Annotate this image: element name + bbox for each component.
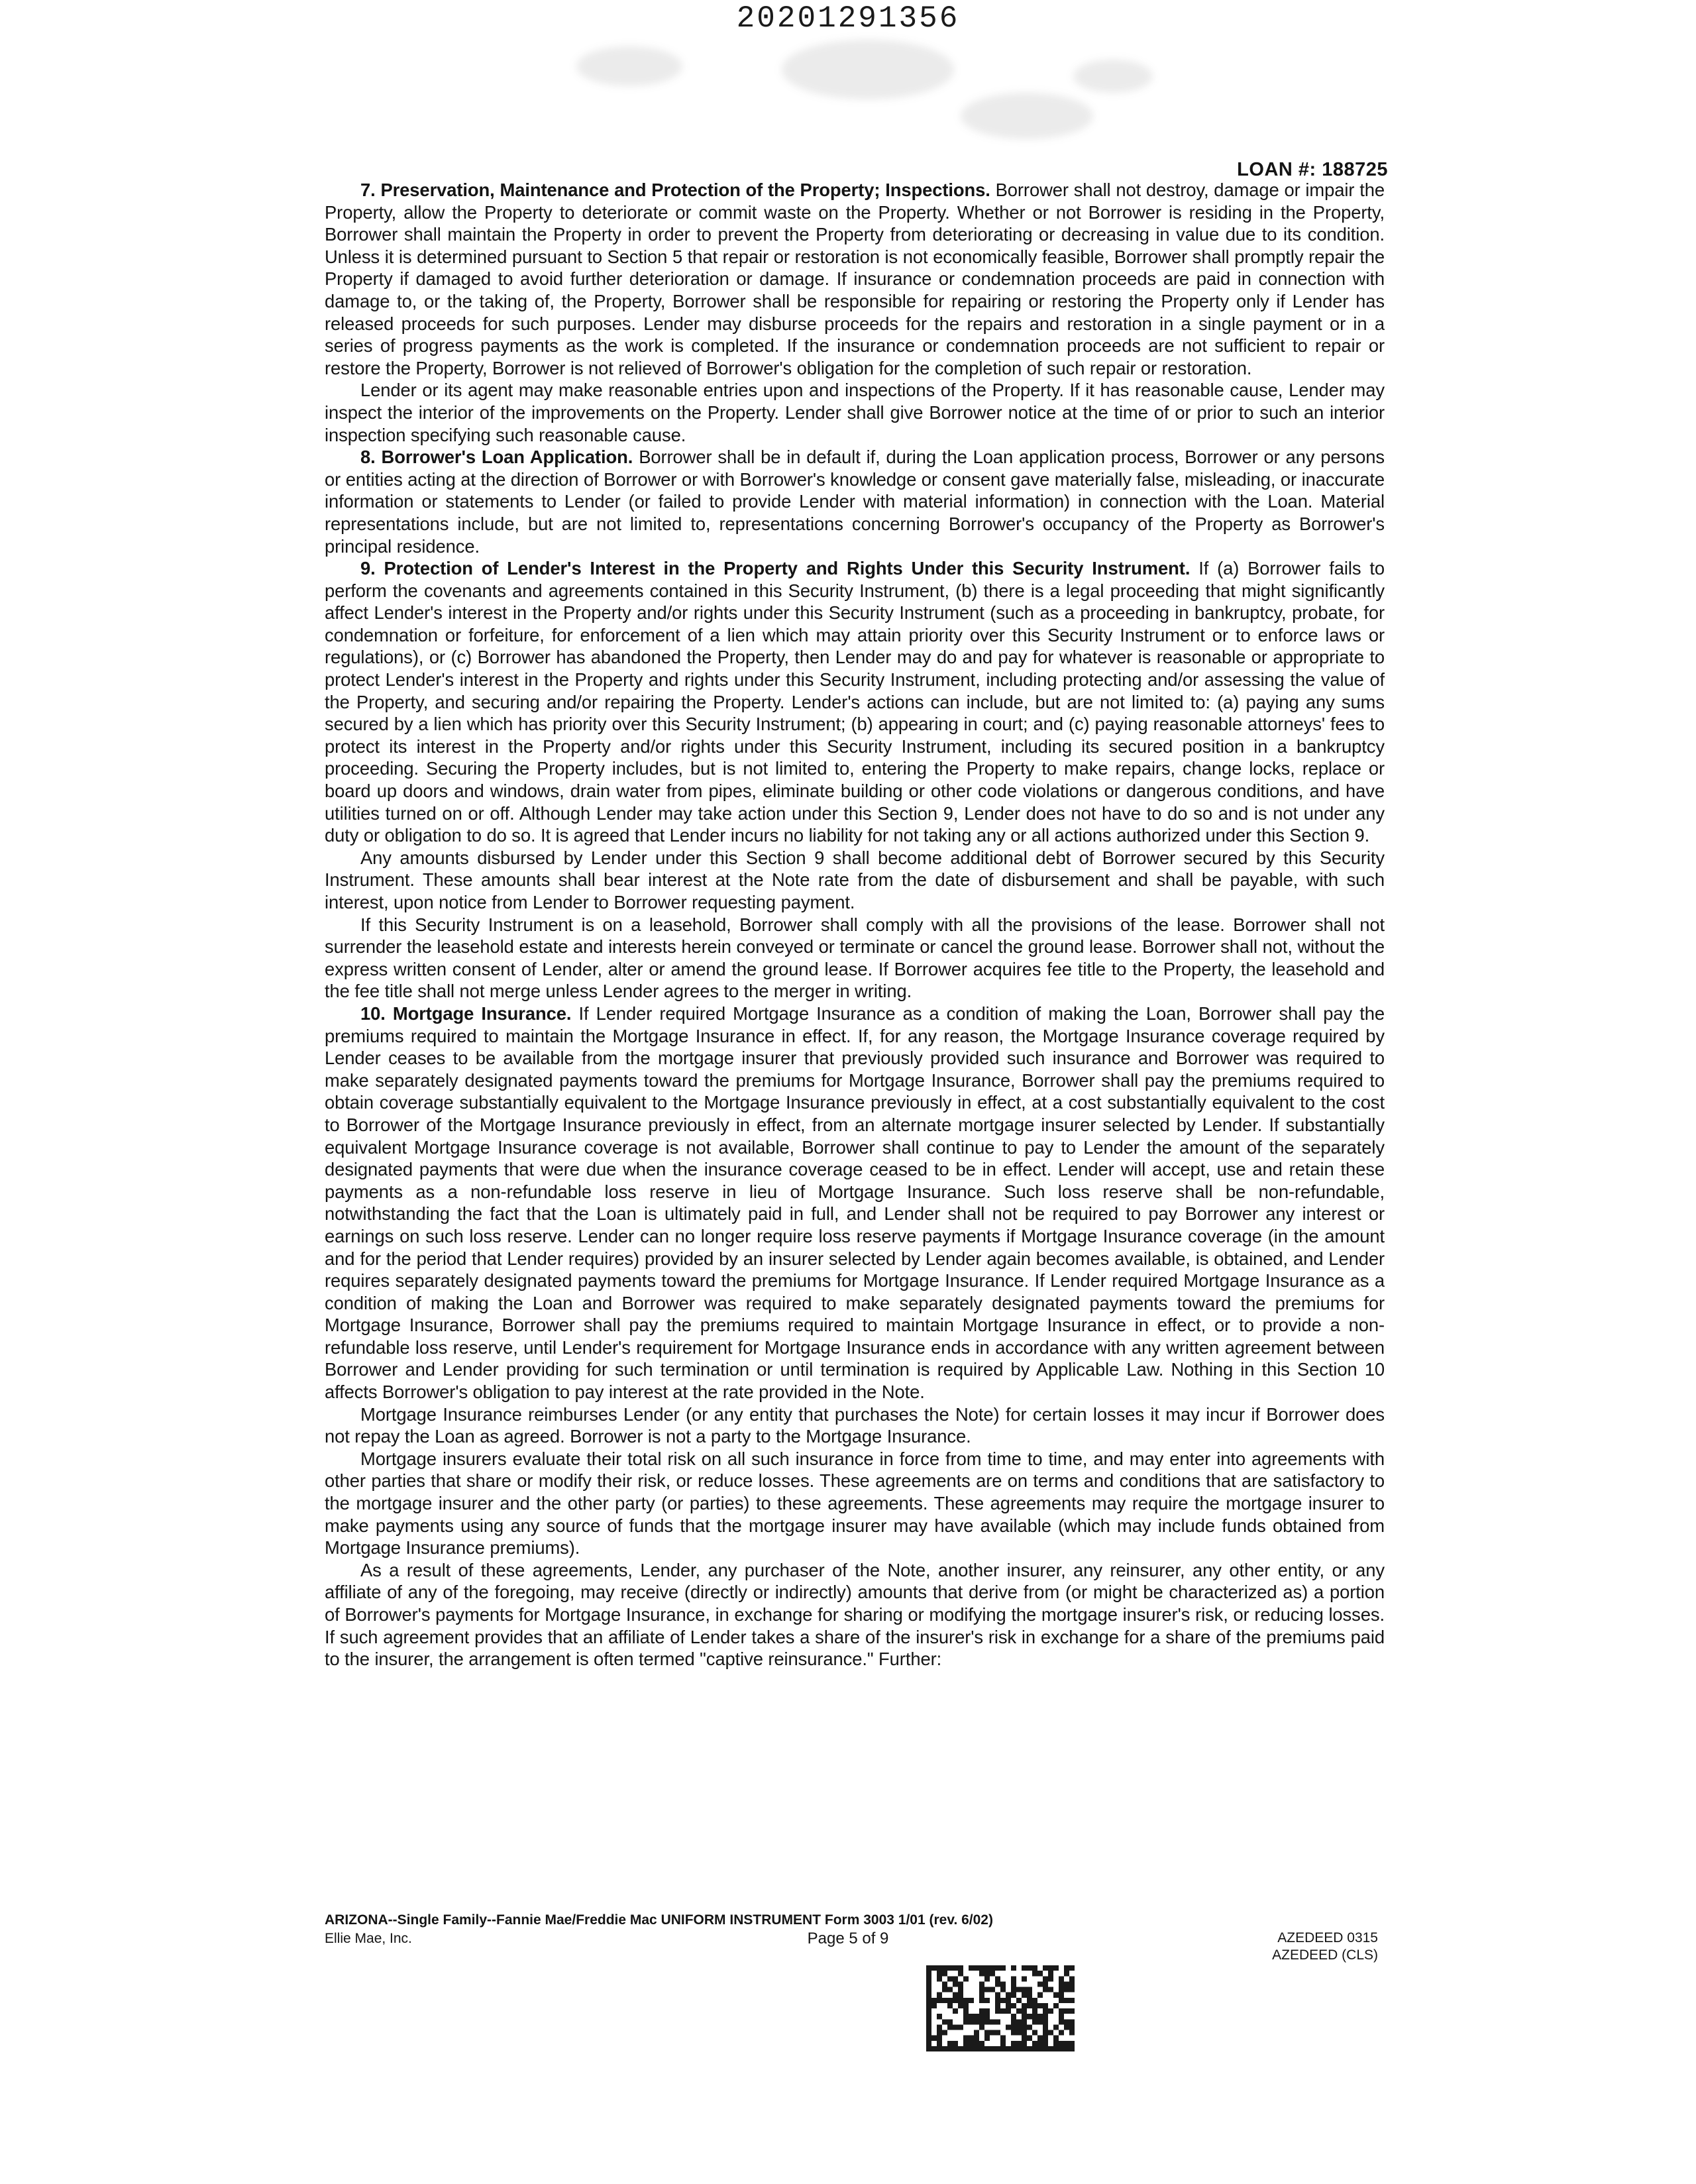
paragraph-text: Lender or its agent may make reasonable entries upon and inspections of the Property. If it has reasonable cause, Lender may inspect the interior of the improvements on the Property. Lender shall give Borrower notice at the time of or prior to such an interior inspection specifying such reasonable cause.	[325, 380, 1385, 445]
company-name: Ellie Mae, Inc.	[325, 1931, 412, 1946]
paragraph-text: If Lender required Mortgage Insurance as a condition of making the Loan, Borrower shall pay the premiums required to maintain the Mortgage Insurance in effect. If, for any reason, the Mortgage Insurance coverage required by Lender ceases to be available from the mortgage insurer that previously provided such insurance and Borrower was required to make separately designated payments toward the premiums for Mortgage Insurance, Borrower shall pay the premiums required to obtain coverage substantially equivalent to the Mortgage Insurance previously in effect, at a cost substantially equivalent to the cost to Borrower of the Mortgage Insurance previously in effect, from an alternate mortgage insurer selected by Lender. If substantially equivalent Mortgage Insurance coverage is not available, Borrower shall continue to pay to Lender the amount of the separately designated payments that were due when the insurance coverage ceased to be in effect. Lender will accept, use and retain these payments as a non-refundable loss reserve in lieu of Mortgage Insurance. Such loss reserve shall be non-refundable, notwithstanding the fact that the Loan is ultimately paid in full, and Lender shall not be required to pay Borrower any interest or earnings on such loss reserve. Lender can no longer require loss reserve payments if Mortgage Insurance coverage (in the amount and for the period that Lender requires) provided by an insurer selected by Lender again becomes available, is obtained, and Lender requires separately designated payments toward the premiums for Mortgage Insurance. If Lender required Mortgage Insurance as a condition of making the Loan and Borrower was required to make separately designated payments toward the premiums for Mortgage Insurance, Borrower shall pay the premiums required to maintain Mortgage Insurance in effect, or to provide a non-refundable loss reserve, until Lender's requirement for Mortgage Insurance ends in accordance with any written agreement between Borrower and Lender providing for such termination or until termination is required by Applicable Law. Nothing in this Section 10 affects Borrower's obligation to pay interest at the rate provided in the Note.	[325, 1003, 1385, 1403]
section-10-paragraph	[325, 1403, 1385, 1448]
recording-number: 20201291356	[736, 1, 960, 36]
paragraph-text: Borrower shall be in default if, during the Loan application process, Borrower or any persons or entities acting at the direction of Borrower or with Borrower's knowledge or consent gave materially false, misleading, or inaccurate information or statements to Lender (or failed to provide Lender with material information) in connection with the Loan. Material representations include, but are not limited to, representations concerning Borrower's occupancy of the Property as Borrower's principal residence.	[325, 447, 1385, 557]
form-code: AZEDEED (CLS)	[1272, 1947, 1378, 1963]
form-codes	[1272, 1930, 1378, 1964]
section-7-paragraph	[325, 179, 1385, 379]
scan-speckle	[961, 93, 1093, 139]
paragraph-text: If this Security Instrument is on a leasehold, Borrower shall comply with all the provisions of the lease. Borrower shall not surrender the leasehold estate and interests herein conveyed or terminate or cancel the ground lease. Borrower shall not, without the express written consent of Lender, alter or amend the ground lease. If Borrower acquires fee title to the Property, the leasehold and the fee title shall not merge unless Lender agrees to the merger in writing.	[325, 914, 1385, 1002]
2d-barcode-icon	[926, 1965, 1075, 2051]
paragraph-text: Mortgage insurers evaluate their total risk on all such insurance in force from time to time, and may enter into agreements with other parties that share or modify their risk, or reduce losses. These agreements are on terms and conditions that are satisfactory to the mortgage insurer and the other party (or parties) to these agreements. These agreements may require the mortgage insurer to make payments using any source of funds that the mortgage insurer may have available (which may include funds obtained from Mortgage Insurance premiums).	[325, 1448, 1385, 1558]
scan-speckle	[782, 40, 954, 99]
paragraph-text: Any amounts disbursed by Lender under this Section 9 shall become additional debt of Borrower secured by this Security Instrument. These amounts shall bear interest at the Note rate from the date of disbursement and shall be payable, with such interest, upon notice from Lender to Borrower requesting payment.	[325, 847, 1385, 912]
section-9-paragraph	[325, 847, 1385, 914]
section-title: 9. Protection of Lender's Interest in the Property and Rights Under this Security Instrument.	[360, 558, 1191, 579]
section-7-paragraph	[325, 379, 1385, 446]
section-title: 10. Mortgage Insurance.	[360, 1003, 572, 1024]
section-10-paragraph	[325, 1559, 1385, 1670]
paragraph-text: As a result of these agreements, Lender, any purchaser of the Note, another insurer, any reinsurer, any other entity, or any affiliate of any of the foregoing, may receive (directly or indirectly) amounts that derive from (or might be characterized as) a portion of Borrower's payments for Mortgage Insurance, in exchange for sharing or modifying the mortgage insurer's risk, or reducing losses. If such agreement provides that an affiliate of Lender takes a share of the insurer's risk in exchange for a share of the premiums paid to the insurer, the arrangement is often termed "captive reinsurance." Further:	[325, 1559, 1385, 1670]
paragraph-text: Mortgage Insurance reimburses Lender (or any entity that purchases the Note) for certain losses it may incur if Borrower does not repay the Loan as agreed. Borrower is not a party to the Mortgage Insurance.	[325, 1403, 1385, 1447]
section-9-paragraph	[325, 557, 1385, 847]
section-10-paragraph	[325, 1003, 1385, 1403]
loan-number: LOAN #: 188725	[1237, 159, 1388, 180]
paragraph-text: If (a) Borrower fails to perform the covenants and agreements contained in this Security Instrument, (b) there is a legal proceeding that might significantly affect Lender's interest in the Property and/or rights under this Security Instrument (such as a proceeding in bankruptcy, probate, for condemnation or forfeiture, for enforcement of a lien which may attain priority over this Security Instrument or to enforce laws or regulations), or (c) Borrower has abandoned the Property, then Lender may do and pay for whatever is reasonable or appropriate to protect Lender's interest in the Property and rights under this Security Instrument, including protecting and/or assessing the value of the Property, and securing and/or repairing the Property. Lender's actions can include, but are not limited to: (a) paying any sums secured by a lien which has priority over this Security Instrument; (b) appearing in court; and (c) paying reasonable attorneys' fees to protect its interest in the Property and/or rights under this Security Instrument, including its secured position in a bankruptcy proceeding. Securing the Property includes, but is not limited to, entering the Property to make repairs, change locks, replace or board up doors and windows, drain water from pipes, eliminate building or other code violations or dangerous conditions, and have utilities turned on or off. Although Lender may take action under this Section 9, Lender does not have to do so and is not under any duty or obligation to do so. It is agreed that Lender incurs no liability for not taking any or all actions authorized under this Section 9.	[325, 558, 1385, 846]
section-9-paragraph	[325, 914, 1385, 1003]
section-title: 8. Borrower's Loan Application.	[360, 447, 633, 468]
scan-speckle	[1073, 60, 1153, 93]
scan-speckle	[576, 46, 682, 86]
section-10-paragraph	[325, 1448, 1385, 1559]
document-body	[325, 179, 1385, 1670]
paragraph-text: Borrower shall not destroy, damage or impair the Property, allow the Property to deteriorate or commit waste on the Property. Whether or not Borrower is residing in the Property, Borrower shall maintain the Property in order to prevent the Property from deteriorating or decreasing in value due to its condition. Unless it is determined pursuant to Section 5 that repair or restoration is not economically feasible, Borrower shall promptly repair the Property if damaged to avoid further deterioration or damage. If insurance or condemnation proceeds are paid in connection with damage to, or the taking of, the Property, Borrower shall be responsible for repairing or restoring the Property only if Lender has released proceeds for such purposes. Lender may disburse proceeds for the repairs and restoration in a single payment or in a series of progress payments as the work is completed. If the insurance or condemnation proceeds are not sufficient to repair or restore the Property, Borrower is not relieved of Borrower's obligation for the completion of such repair or restoration.	[325, 180, 1385, 378]
form-identifier: ARIZONA--Single Family--Fannie Mae/Freddie Mac UNIFORM INSTRUMENT Form 3003 1/01 (rev. 6/02)	[325, 1912, 993, 1928]
form-code: AZEDEED 0315	[1277, 1930, 1378, 1945]
page-number: Page 5 of 9	[807, 1930, 889, 1947]
section-title: 7. Preservation, Maintenance and Protection of the Property; Inspections.	[360, 180, 990, 200]
section-8-paragraph	[325, 446, 1385, 557]
